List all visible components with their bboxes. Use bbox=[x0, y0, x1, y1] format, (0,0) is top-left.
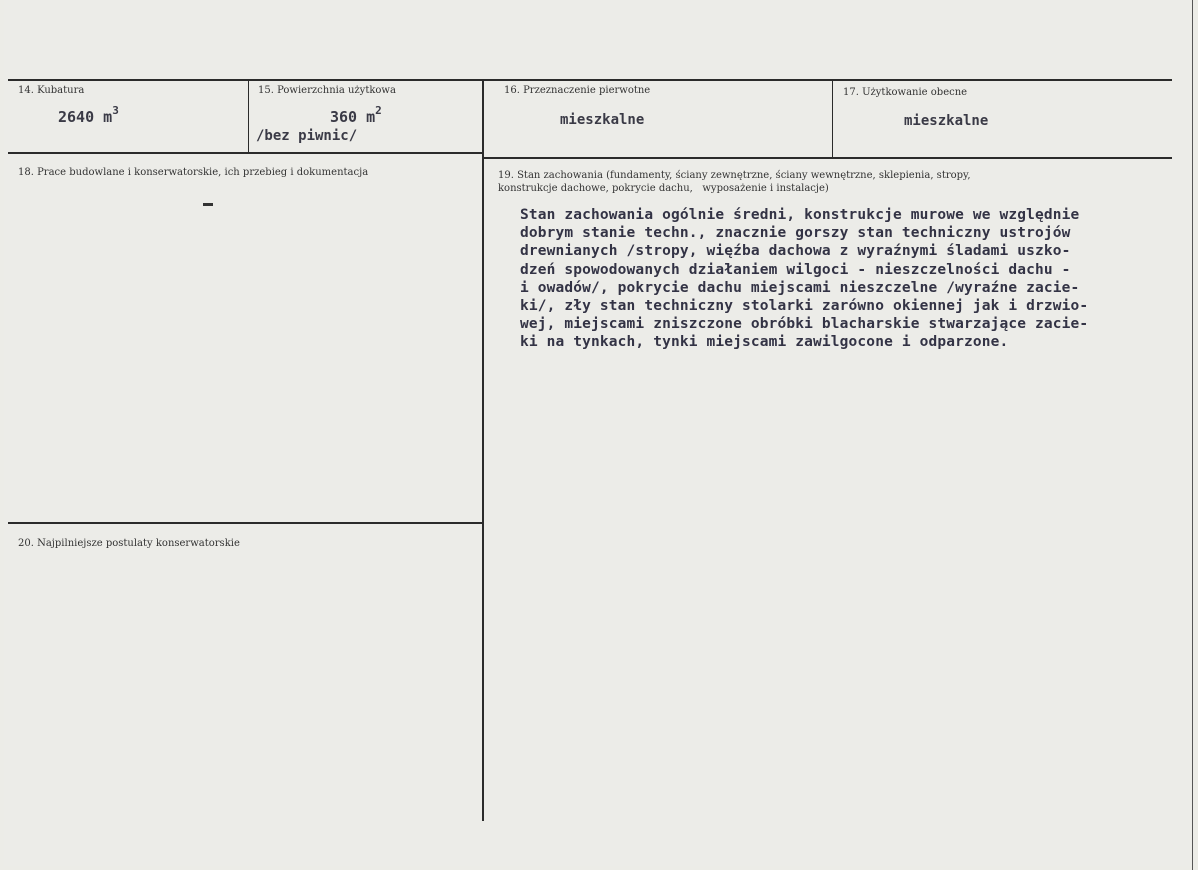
condition-line: wej, miejscami zniszczone obróbki blacharskie stwarzające zacie- bbox=[520, 316, 1089, 333]
field-17-value: mieszkalne bbox=[904, 113, 989, 129]
condition-line: drewnianych /stropy, więźba dachowa z wyraźnymi śladami uszko- bbox=[520, 243, 1071, 260]
col-divider-2 bbox=[482, 79, 484, 821]
col-divider-1 bbox=[248, 79, 249, 153]
top-rule bbox=[8, 79, 1172, 81]
field-16-value: mieszkalne bbox=[560, 112, 645, 128]
field-15-label: 15. Powierzchnia użytkowa bbox=[258, 85, 396, 96]
field-18-label: 18. Prace budowlane i konserwatorskie, ich przebieg i dokumentacja bbox=[18, 167, 369, 178]
field-15-note: /bez piwnic/ bbox=[256, 128, 358, 144]
condition-line: Stan zachowania ogólnie średni, konstrukcje murowe we względnie bbox=[520, 207, 1080, 223]
field-19-label-line2: konstrukcje dachowe, pokrycie dachu, wyposażenie i instalacje) bbox=[498, 183, 829, 194]
field-18-dash bbox=[203, 203, 213, 206]
area-unit-exponent: 2 bbox=[375, 104, 382, 117]
row-divider bbox=[8, 152, 483, 154]
col-divider-3 bbox=[832, 79, 833, 157]
volume-unit-exponent: 3 bbox=[112, 104, 119, 117]
inventory-card bbox=[4, 0, 1194, 866]
field-15-value bbox=[330, 104, 382, 126]
condition-line: dzeń spowodowanych działaniem wilgoci - nieszczelności dachu - bbox=[520, 261, 1071, 278]
condition-line: i owadów/, pokrycie dachu miejscami nieszczelne /wyraźne zacie- bbox=[520, 279, 1080, 296]
field-16-label: 16. Przeznaczenie pierwotne bbox=[504, 85, 651, 96]
field-14-label: 14. Kubatura bbox=[18, 85, 85, 96]
field-20-label: 20. Najpilniejsze postulaty konserwatorskie bbox=[18, 538, 240, 549]
area-value: 360 m bbox=[330, 108, 376, 126]
condition-line: dobrym stanie techn., znacznie gorszy stan techniczny ustrojów bbox=[520, 225, 1071, 242]
field-14-value bbox=[58, 104, 119, 126]
field-19-label-line1: 19. Stan zachowania (fundamenty, ściany zewnętrzne, ściany wewnętrzne, sklepienia, stropy, bbox=[498, 170, 971, 181]
row-divider-right bbox=[483, 157, 1172, 159]
field-19-condition-text bbox=[520, 206, 1190, 352]
field-17-label: 17. Użytkowanie obecne bbox=[843, 87, 968, 98]
condition-line: ki/, zły stan techniczny stolarki zarówno okiennej jak i drzwio- bbox=[520, 298, 1089, 315]
volume-value: 2640 m bbox=[58, 108, 113, 126]
card-edge bbox=[1192, 0, 1193, 870]
condition-line: ki na tynkach, tynki miejscami zawilgocone i odparzone. bbox=[520, 334, 1009, 351]
section-20-rule bbox=[8, 522, 483, 524]
